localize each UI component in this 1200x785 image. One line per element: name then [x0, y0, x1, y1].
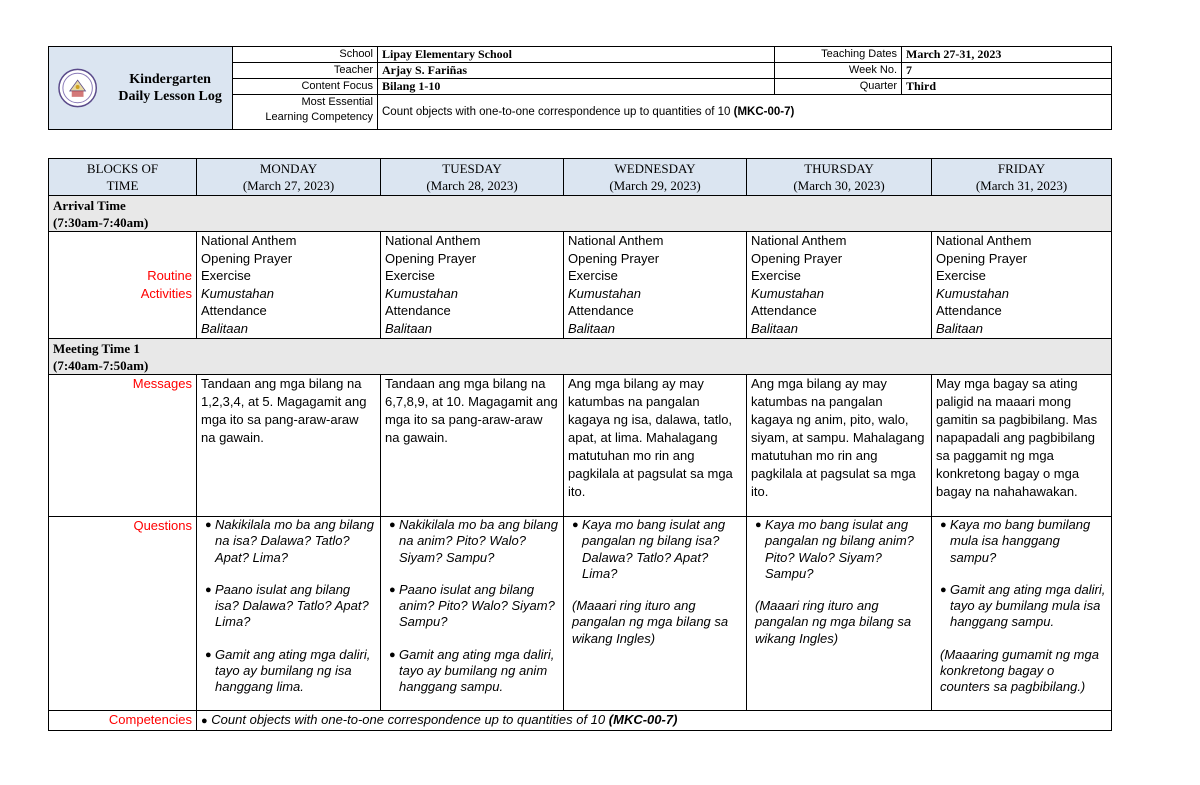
- quarter-label: Quarter: [775, 79, 902, 95]
- teacher-value: Arjay S. Fariñas: [378, 63, 775, 79]
- logo-title-cell: [49, 47, 233, 130]
- bullet-icon: ●: [940, 519, 947, 531]
- competencies-label: Competencies: [49, 711, 197, 731]
- message-friday: May mga bagay sa ating paligid na maaari mong gamitin sa pagbibilang. Mas napapadali ang pagbibilang sa paggamit ng mga konkretong bagay o mga bagay na nahahawakan.: [932, 375, 1112, 517]
- bullet-icon: ●: [755, 519, 762, 531]
- message-wednesday: Ang mga bilang ay may katumbas na pangalan kagaya ng isa, dalawa, tatlo, apat, at lima. Mahalagang matutuhan mo rin ang pagkilala at pagsulat sa mga ito.: [564, 375, 747, 517]
- routine-cell-monday: National Anthem Opening Prayer Exercise Kumustahan Attendance Balitaan: [197, 232, 381, 339]
- routine-cell-tuesday: National Anthem Opening Prayer Exercise Kumustahan Attendance Balitaan: [381, 232, 564, 339]
- content-focus-value: Bilang 1-10: [378, 79, 775, 95]
- section-arrival-time: Arrival Time (7:30am-7:40am): [49, 196, 1112, 232]
- day-header-monday: MONDAY (March 27, 2023): [197, 159, 381, 196]
- questions-monday: ● Nakikilala mo ba ang bilang na isa? Dalawa? Tatlo? Apat? Lima? ● Paano isulat ang bilang isa? Dalawa? Tatlo? Apat? Lima? ● Gamit ang ating mga daliri, tayo ay bumilang ng isa hanggang lima.: [197, 517, 381, 711]
- bullet-icon: ●: [572, 519, 579, 531]
- dates-label: Teaching Dates: [775, 47, 902, 63]
- questions-wednesday: ● Kaya mo bang isulat ang pangalan ng bilang isa? Dalawa? Tatlo? Apat? Lima? (Maaari ring ituro ang pangalan ng mga bilang sa wikang Ingles): [564, 517, 747, 711]
- blocks-of-time-header: BLOCKS OF TIME: [49, 159, 197, 196]
- section-meeting-time: Meeting Time 1 (7:40am-7:50am): [49, 339, 1112, 375]
- routine-activities-label: Routine Activities: [49, 232, 197, 339]
- melc-value: Count objects with one-to-one correspondence up to quantities of 10 (MKC-00-7): [378, 95, 1112, 130]
- deped-seal-icon: [57, 67, 98, 109]
- dates-value: March 27-31, 2023: [902, 47, 1112, 63]
- messages-label: Messages: [49, 375, 197, 517]
- week-value: 7: [902, 63, 1112, 79]
- lesson-log-table: [48, 158, 1112, 731]
- bullet-icon: ●: [201, 715, 208, 727]
- routine-cell-wednesday: National Anthem Opening Prayer Exercise Kumustahan Attendance Balitaan: [564, 232, 747, 339]
- questions-tuesday: ● Nakikilala mo ba ang bilang na anim? Pito? Walo? Siyam? Sampu? ● Paano isulat ang bilang anim? Pito? Walo? Siyam? Sampu? ● Gamit ang ating mga daliri, tayo ay bumilang ng anim hanggang sampu.: [381, 517, 564, 711]
- school-label: School: [233, 47, 378, 63]
- bullet-icon: ●: [205, 583, 212, 596]
- bullet-icon: ●: [940, 583, 947, 596]
- routine-cell-friday: National Anthem Opening Prayer Exercise Kumustahan Attendance Balitaan: [932, 232, 1112, 339]
- routine-cell-thursday: National Anthem Opening Prayer Exercise Kumustahan Attendance Balitaan: [747, 232, 932, 339]
- questions-thursday: ● Kaya mo bang isulat ang pangalan ng bilang anim? Pito? Walo? Siyam? Sampu? (Maaari ring ituro ang pangalan ng mga bilang sa wikang Ingles): [747, 517, 932, 711]
- week-label: Week No.: [775, 63, 902, 79]
- quarter-value: Third: [902, 79, 1112, 95]
- bullet-icon: ●: [205, 519, 212, 531]
- bullet-icon: ●: [389, 648, 396, 661]
- teacher-label: Teacher: [233, 63, 378, 79]
- bullet-icon: ●: [389, 519, 396, 531]
- content-focus-label: Content Focus: [233, 79, 378, 95]
- day-header-tuesday: TUESDAY (March 28, 2023): [381, 159, 564, 196]
- day-header-thursday: THURSDAY (March 30, 2023): [747, 159, 932, 196]
- message-tuesday: Tandaan ang mga bilang na 6,7,8,9, at 10. Magagamit ang mga ito sa pang-araw-araw na gawain.: [381, 375, 564, 517]
- header-table: [48, 46, 1112, 130]
- message-monday: Tandaan ang mga bilang na 1,2,3,4, at 5. Magagamit ang mga ito sa pang-araw-araw na gawain.: [197, 375, 381, 517]
- message-thursday: Ang mga bilang ay may katumbas na pangalan kagaya ng anim, pito, walo, siyam, at sampu. Mahalagang matutuhan mo rin ang pagkilala at pagsulat sa mga ito.: [747, 375, 932, 517]
- questions-friday: ● Kaya mo bang bumilang mula isa hanggang sampu? ● Gamit ang ating mga daliri, tayo ay bumilang mula isa hanggang sampu. (Maaaring gumamit ng mga konkretong bagay o counters sa pagbibilang.): [932, 517, 1112, 711]
- competency-value: ● Count objects with one-to-one correspondence up to quantities of 10 (MKC-00-7): [197, 711, 1112, 731]
- bullet-icon: ●: [205, 648, 212, 661]
- bullet-icon: ●: [389, 583, 396, 596]
- questions-label: Questions: [49, 517, 197, 711]
- day-header-friday: FRIDAY (March 31, 2023): [932, 159, 1112, 196]
- day-header-wednesday: WEDNESDAY (March 29, 2023): [564, 159, 747, 196]
- page-title: Kindergarten Daily Lesson Log: [118, 72, 222, 104]
- melc-label: Most Essential Learning Competency: [233, 95, 378, 130]
- school-value: Lipay Elementary School: [378, 47, 775, 63]
